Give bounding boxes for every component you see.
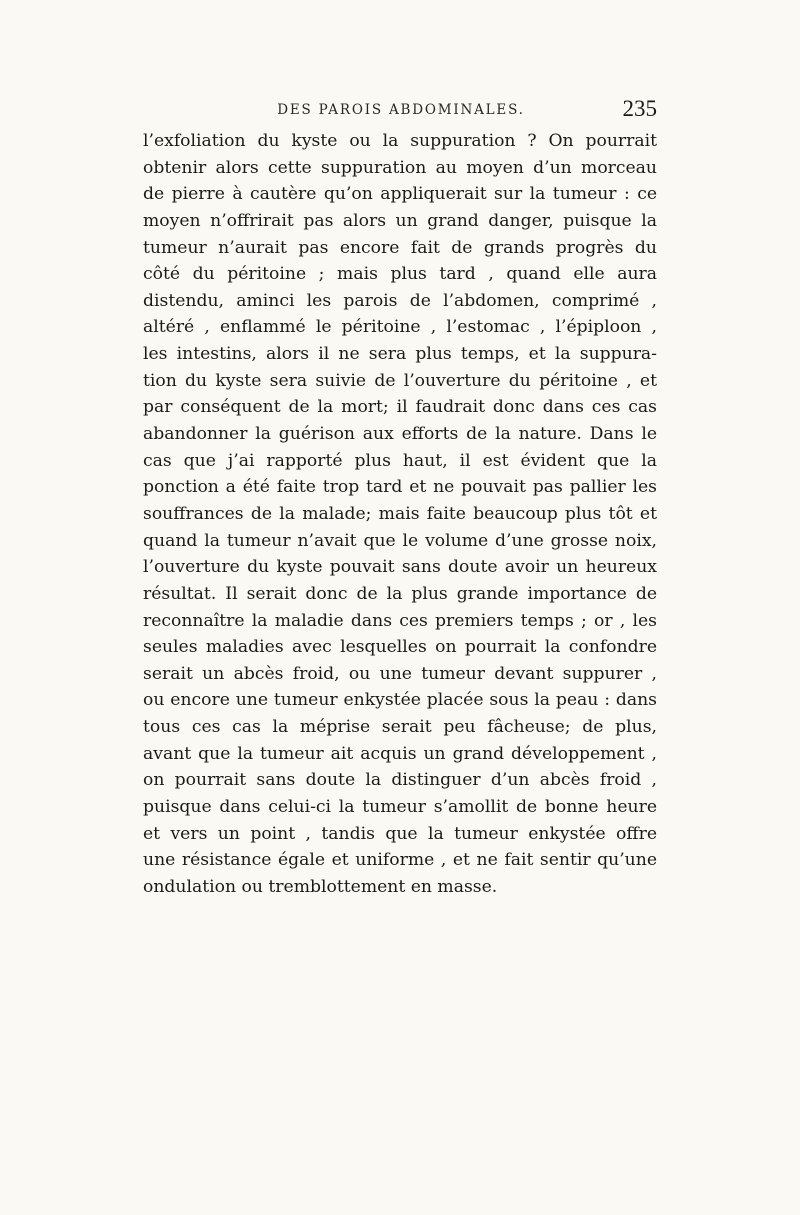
text-line-last: ondulation ou tremblottement en masse. [143,876,498,897]
text-line: on pourrait sans doute la distinguer d’un abcès froid , [143,770,657,791]
running-head [145,98,657,128]
text-line: tumeur n’aurait pas encore fait de grands progrès du [143,237,657,258]
text-line: souffrances de la malade; mais faite beaucoup plus tôt et [143,503,657,524]
running-title: DES PAROIS ABDOMINALES. [277,102,525,118]
text-line: une résistance égale et uniforme , et ne fait sentir qu’une [143,850,657,871]
text-line: moyen n’offrirait pas alors un grand danger, puisque la [143,210,657,231]
text-line: avant que la tumeur ait acquis un grand développement , [143,743,657,764]
text-line: seules maladies avec lesquelles on pourrait la confondre [143,637,657,658]
text-line: l’exfoliation du kyste ou la suppuration ? On pourrait [143,131,657,151]
text-line: quand la tumeur n’avait que le volume d’une grosse noix, [143,530,657,551]
text-line: et vers un point , tandis que la tumeur enkystée offre [143,823,657,844]
page-number: 235 [622,96,657,121]
text-line: abandonner la guérison aux efforts de la nature. Dans le [143,424,657,445]
text-line: serait un abcès froid, ou une tumeur devant suppurer , [143,663,657,684]
text-line: obtenir alors cette suppuration au moyen d’un morceau [143,157,657,178]
body-text [143,128,657,901]
text-line: les intestins, alors il ne sera plus temps, et la suppura- [143,344,657,365]
text-line: distendu, aminci les parois de l’abdomen, comprimé , [143,290,657,311]
text-line: l’ouverture du kyste pouvait sans doute avoir un heureux [143,557,657,578]
text-line: reconnaître la maladie dans ces premiers temps ; or , les [143,610,657,631]
text-line: de pierre à cautère qu’on appliquerait sur la tumeur : ce [143,184,657,205]
text-line: par conséquent de la mort; il faudrait donc dans ces cas [143,397,657,418]
text-line: tion du kyste sera suivie de l’ouverture du péritoine , et [143,370,657,391]
text-line: résultat. Il serait donc de la plus grande importance de [143,583,657,604]
text-line: côté du péritoine ; mais plus tard , quand elle aura [143,264,657,285]
text-line: cas que j’ai rapporté plus haut, il est évident que la [143,450,657,471]
text-line: tous ces cas la méprise serait peu fâcheuse; de plus, [143,717,657,738]
text-line: ou encore une tumeur enkystée placée sous la peau : dans [143,690,657,711]
text-line: puisque dans celui-ci la tumeur s’amollit de bonne heure [143,797,657,818]
text-line: altéré , enflammé le péritoine , l’estomac , l’épiploon , [143,317,657,338]
text-line: ponction a été faite trop tard et ne pouvait pas pallier les [143,477,657,498]
